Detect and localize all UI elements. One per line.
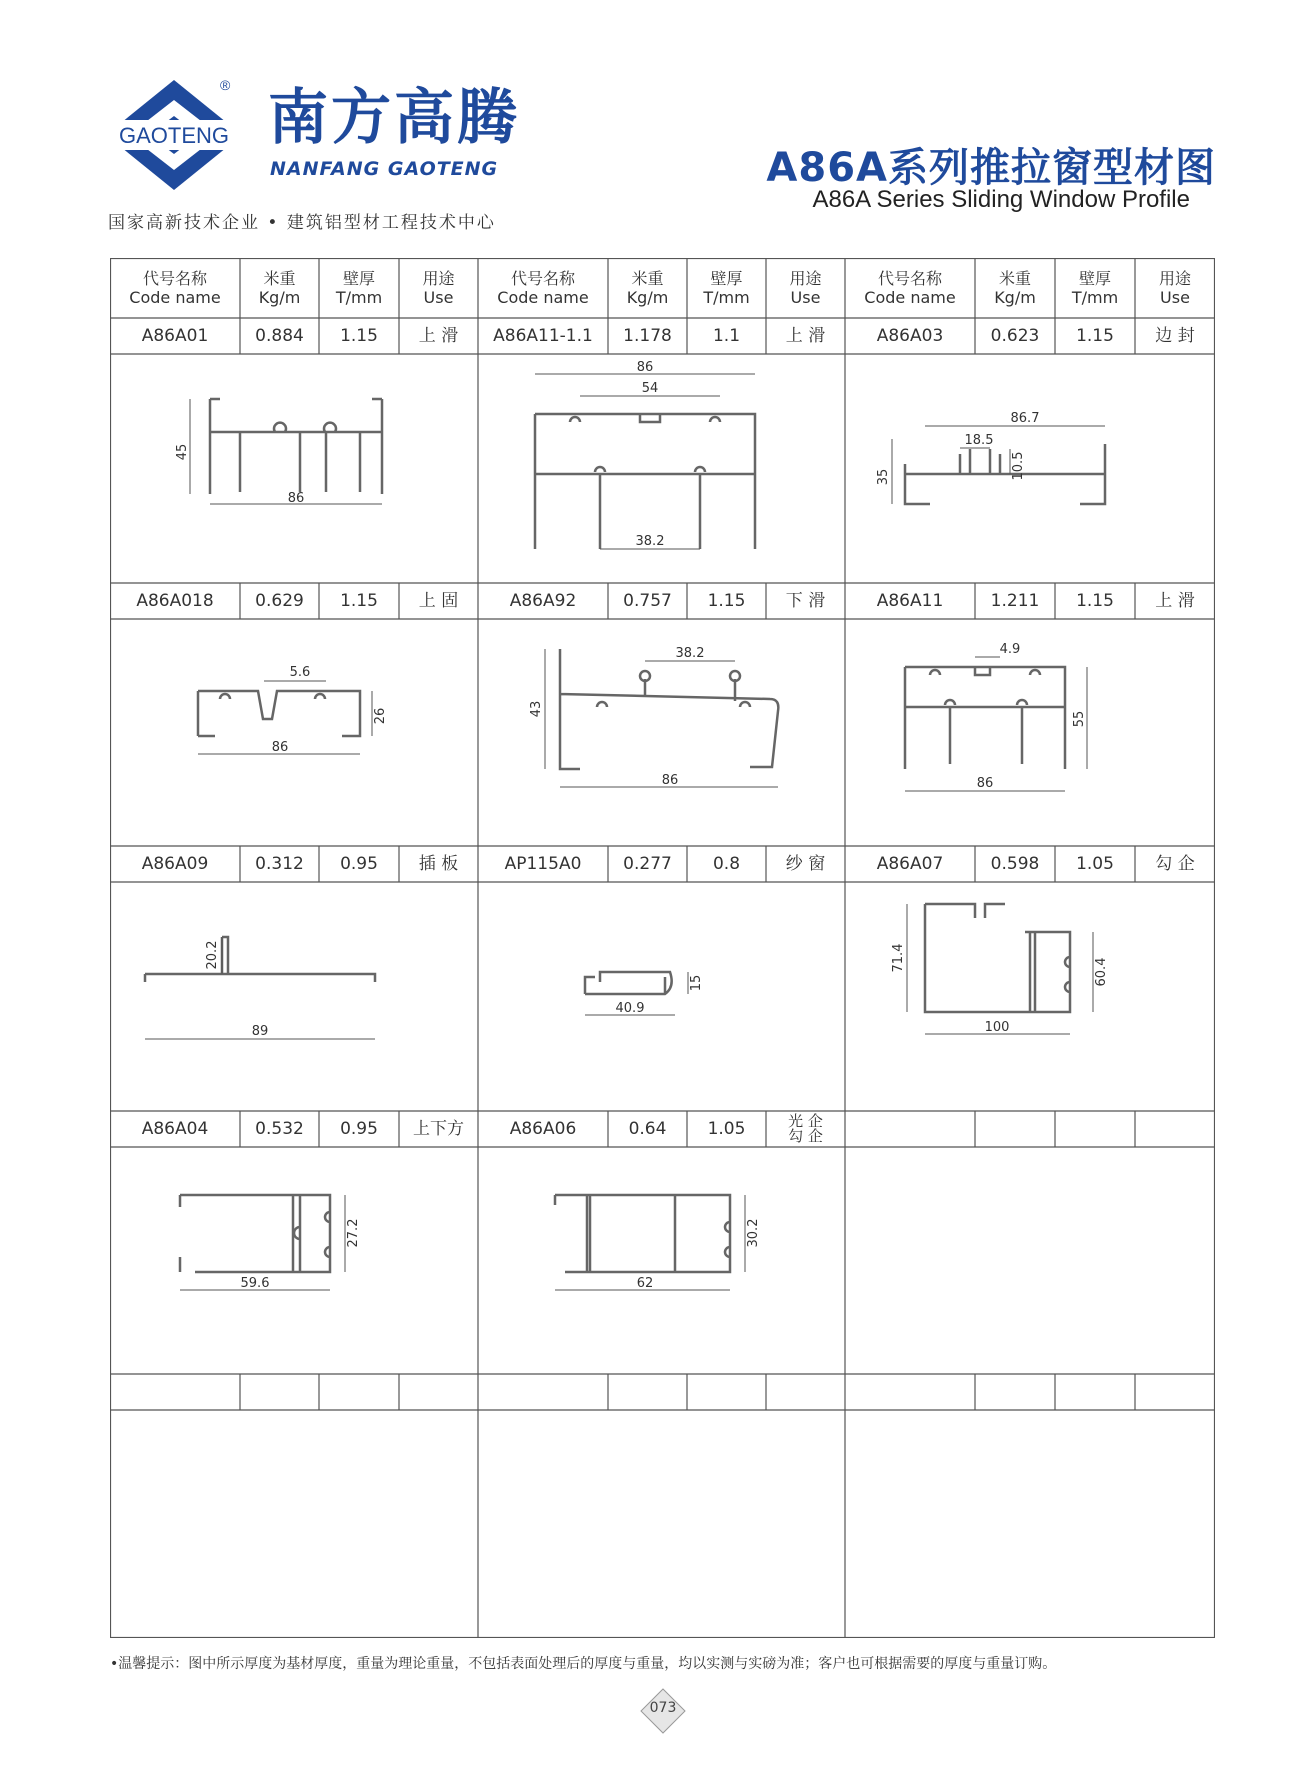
dim-label: 86.7 <box>1010 411 1040 426</box>
company-logo <box>104 78 244 193</box>
profile-use: 上 固 <box>418 590 459 611</box>
profile-thickness: 1.15 <box>1076 590 1114 611</box>
header-use: 用途 Use <box>789 268 822 307</box>
profile-thickness: 0.95 <box>340 853 378 874</box>
dim-label: 27.2 <box>346 1218 361 1248</box>
profile-thickness: 1.15 <box>340 325 378 346</box>
dim-label: 30.2 <box>746 1218 761 1248</box>
profile-use: 上 滑 <box>1155 590 1195 611</box>
header-code-name: 代号名称 Code name <box>497 268 589 307</box>
profile-drawing <box>150 354 450 583</box>
dim-label: 86 <box>661 773 679 788</box>
profile-use: 插 板 <box>418 853 459 874</box>
dim-label: 62 <box>636 1276 654 1291</box>
profile-use: 光 企 勾 企 <box>788 1112 823 1145</box>
profile-code: A86A92 <box>509 590 577 611</box>
profile-thickness: 1.05 <box>707 1118 746 1139</box>
profile-weight: 0.532 <box>255 1118 304 1139</box>
profile-drawing <box>140 882 460 1111</box>
profile-thickness: 1.15 <box>1076 325 1114 346</box>
profile-use: 上 滑 <box>418 325 459 346</box>
profile-weight: 0.312 <box>255 853 304 874</box>
header-code-name: 代号名称 Code name <box>864 268 956 307</box>
dim-label: 86 <box>287 491 305 506</box>
header-weight: 米重 Kg/m <box>994 268 1036 307</box>
profile-code: A86A01 <box>141 325 209 346</box>
dim-label: 18.5 <box>964 433 994 448</box>
header-thickness: 壁厚 T/mm <box>703 268 750 307</box>
dim-label: 20.2 <box>205 940 220 970</box>
dim-label: 5.6 <box>289 665 311 680</box>
profile-code: A86A11-1.1 <box>493 325 593 346</box>
brand-name-en: NANFANG GAOTENG <box>270 158 499 180</box>
dim-label: 26 <box>373 707 388 725</box>
profile-weight: 0.64 <box>628 1118 667 1139</box>
profile-use: 下 滑 <box>785 590 826 611</box>
profile-drawing <box>510 882 820 1111</box>
profile-weight: 0.757 <box>623 590 672 611</box>
profile-drawing <box>875 882 1185 1111</box>
profile-use: 边 封 <box>1155 325 1195 346</box>
profile-code: A86A07 <box>876 853 944 874</box>
dim-label: 35 <box>876 468 891 486</box>
profile-table <box>110 258 1215 1638</box>
profile-weight: 0.623 <box>990 325 1040 346</box>
profile-thickness: 1.05 <box>1076 853 1114 874</box>
profile-thickness: 1.1 <box>712 325 741 346</box>
profile-drawing <box>150 1147 450 1374</box>
dim-label: 89 <box>251 1024 269 1039</box>
profile-use: 纱 窗 <box>785 853 826 874</box>
footnote: •温馨提示：图中所示厚度为基材厚度，重量为理论重量，不包括表面处理后的厚度与重量，均以实测与实磅为准；客户也可根据需要的厚度与重量订购。 <box>110 1656 1057 1672</box>
dim-label: 55 <box>1072 710 1087 728</box>
dim-label: 10.5 <box>1011 451 1026 481</box>
profile-weight: 0.598 <box>990 853 1040 874</box>
dim-label: 86 <box>636 360 654 375</box>
logo-text: GAOTENG <box>118 123 230 148</box>
dim-label: 15 <box>689 974 704 992</box>
page-title-en: A86A Series Sliding Window Profile <box>812 186 1190 213</box>
header-code-name: 代号名称 Code name <box>129 268 221 307</box>
dim-label: 43 <box>529 700 544 718</box>
registered-mark: ® <box>220 78 231 93</box>
header-weight: 米重 Kg/m <box>626 268 669 307</box>
dim-label: 40.9 <box>615 1001 645 1016</box>
dim-label: 71.4 <box>891 943 906 973</box>
profile-drawing <box>150 619 450 846</box>
profile-weight: 1.178 <box>623 325 672 346</box>
header-thickness: 壁厚 T/mm <box>335 268 383 307</box>
profile-code: A86A03 <box>876 325 944 346</box>
profile-drawing <box>875 619 1185 846</box>
profile-thickness: 0.95 <box>340 1118 378 1139</box>
dim-label: 54 <box>641 381 659 396</box>
profile-use: 勾 企 <box>1155 853 1195 874</box>
profile-drawing <box>510 354 820 583</box>
profile-drawing <box>875 354 1185 583</box>
header-use: 用途 Use <box>1158 268 1191 307</box>
header-thickness: 壁厚 T/mm <box>1071 268 1119 307</box>
brand-name-cn: 南方高腾 <box>268 83 520 153</box>
profile-use: 上下方 <box>413 1118 464 1139</box>
dim-label: 4.9 <box>999 642 1021 657</box>
profile-weight: 0.277 <box>623 853 672 874</box>
profile-code: A86A11 <box>876 590 944 611</box>
profile-thickness: 1.15 <box>707 590 746 611</box>
profile-code: A86A04 <box>141 1118 209 1139</box>
profile-thickness: 1.15 <box>340 590 378 611</box>
profile-code: A86A018 <box>136 590 214 611</box>
profile-thickness: 0.8 <box>712 853 741 874</box>
profile-code: A86A06 <box>509 1118 577 1139</box>
dim-label: 38.2 <box>675 646 705 661</box>
page-number: 073 <box>649 1700 677 1716</box>
profile-code: AP115A0 <box>504 853 582 874</box>
dim-label: 100 <box>984 1020 1010 1035</box>
dim-label: 45 <box>175 443 190 461</box>
dim-label: 86 <box>976 776 994 791</box>
dim-label: 60.4 <box>1094 957 1109 987</box>
profile-drawing <box>510 619 820 846</box>
profile-code: A86A09 <box>141 853 209 874</box>
profile-drawing <box>510 1147 820 1374</box>
profile-weight: 1.211 <box>990 590 1040 611</box>
profile-weight: 0.884 <box>255 325 304 346</box>
dim-label: 86 <box>271 740 289 755</box>
header-weight: 米重 Kg/m <box>258 268 301 307</box>
header-use: 用途 Use <box>422 268 455 307</box>
profile-weight: 0.629 <box>255 590 304 611</box>
company-tagline: 国家高新技术企业 • 建筑铝型材工程技术中心 <box>108 213 496 233</box>
page-title-cn: A86A系列推拉窗型材图 <box>766 145 1216 191</box>
dim-label: 38.2 <box>635 534 665 549</box>
dim-label: 59.6 <box>240 1276 270 1291</box>
profile-use: 上 滑 <box>785 325 826 346</box>
